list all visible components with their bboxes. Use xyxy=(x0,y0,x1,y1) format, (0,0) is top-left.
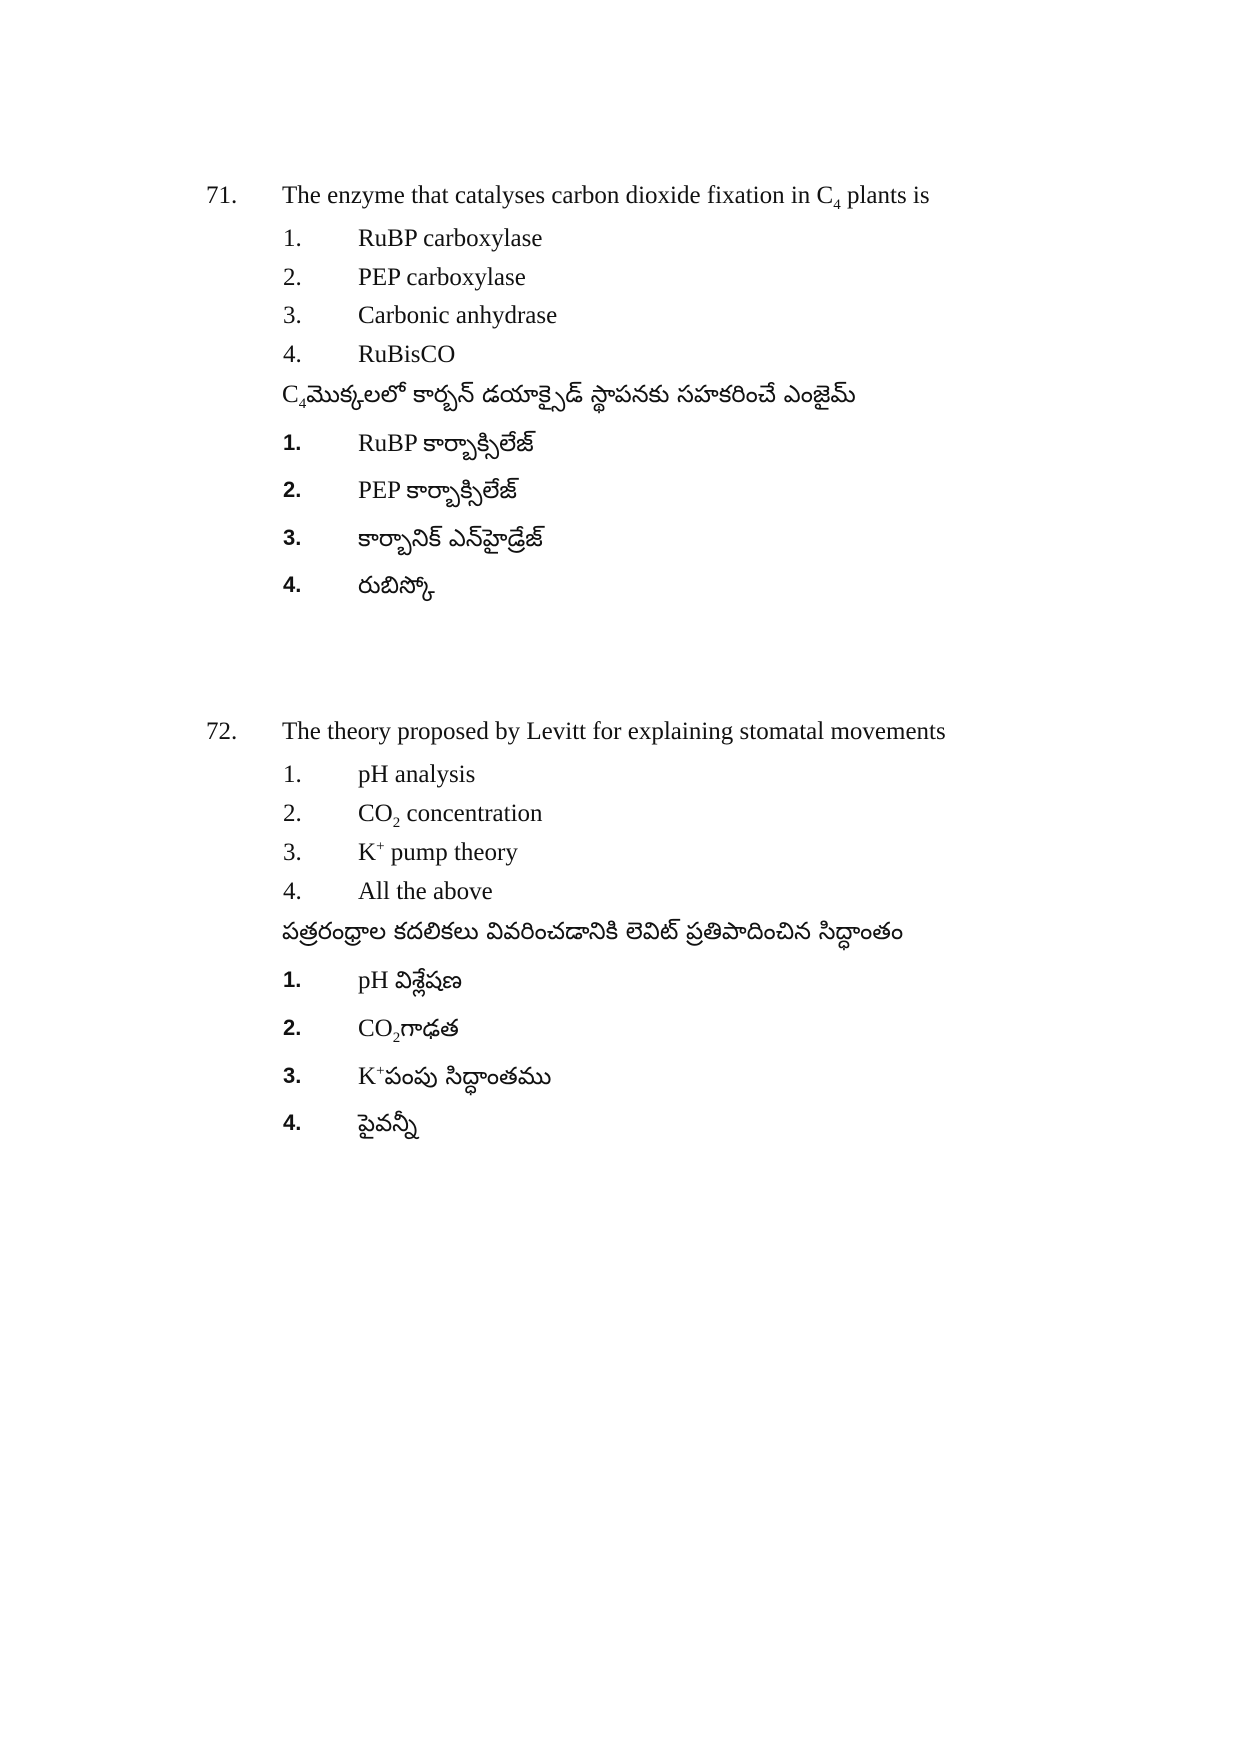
option-number: 4. xyxy=(283,878,302,905)
option-number: 2. xyxy=(283,1015,302,1040)
option-text: K+ pump theory xyxy=(358,838,518,866)
option-number: 1. xyxy=(283,225,302,252)
option-text: $CO_2గాఢత$ xyxy=(358,1014,459,1046)
option-text: కార్బానిక్ ఎన్‌హైడ్రేజ్ xyxy=(358,524,543,552)
option-text: PEP కార్బాక్సిలేజ్ xyxy=(358,476,517,504)
option-text: RuBisCO xyxy=(358,341,456,368)
option-number: 3. xyxy=(283,525,302,550)
option-number: 1. xyxy=(283,761,302,788)
option-number: 1. xyxy=(283,430,302,455)
option-text: K+పంపు సిద్ధాంతము xyxy=(358,1062,552,1090)
telugu-question-text: $C_4మొక్కలలో$ కార్బన్ డయాక్సైడ్ స్థాపనకు సహకరించే ఎంజైమ్ xyxy=(282,380,856,412)
telugu-question-text: పత్రరంధ్రాల కదలికలు వివరించడానికి లెవిట్ ప్రతిపాదించిన సిద్ధాంతం xyxy=(282,917,904,945)
option-text: PEP carboxylase xyxy=(358,264,526,291)
option-text: pH విశ్లేషణ xyxy=(358,966,463,994)
option-number: 3. xyxy=(283,302,302,329)
option-text: పైవన్నీ xyxy=(358,1109,418,1137)
option-number: 4. xyxy=(283,572,302,597)
option-text: రుబిస్కో xyxy=(358,571,435,599)
option-number: 4. xyxy=(283,1110,302,1135)
question-number: 71. xyxy=(206,182,238,209)
option-number: 3. xyxy=(283,839,302,866)
option-number: 1. xyxy=(283,967,302,992)
question-text: The theory proposed by Levitt for explaining stomatal movements xyxy=(282,718,946,745)
option-number: 4. xyxy=(283,341,302,368)
option-text: RuBP కార్బాక్సిలేజ్ xyxy=(358,429,534,457)
option-text: Carbonic anhydrase xyxy=(358,302,558,329)
option-number: 2. xyxy=(283,800,302,827)
option-number: 3. xyxy=(283,1063,302,1088)
question-number: 72. xyxy=(206,718,238,745)
option-text: RuBP carboxylase xyxy=(358,225,543,252)
option-text: pH analysis xyxy=(358,761,476,788)
option-number: 2. xyxy=(283,477,302,502)
option-number: 2. xyxy=(283,264,302,291)
option-text: $CO_2$ concentration xyxy=(358,800,543,831)
option-text: All the above xyxy=(358,878,493,905)
question-text: The enzyme that catalyses carbon dioxide fixation in $C_4$ plants is xyxy=(282,182,930,213)
